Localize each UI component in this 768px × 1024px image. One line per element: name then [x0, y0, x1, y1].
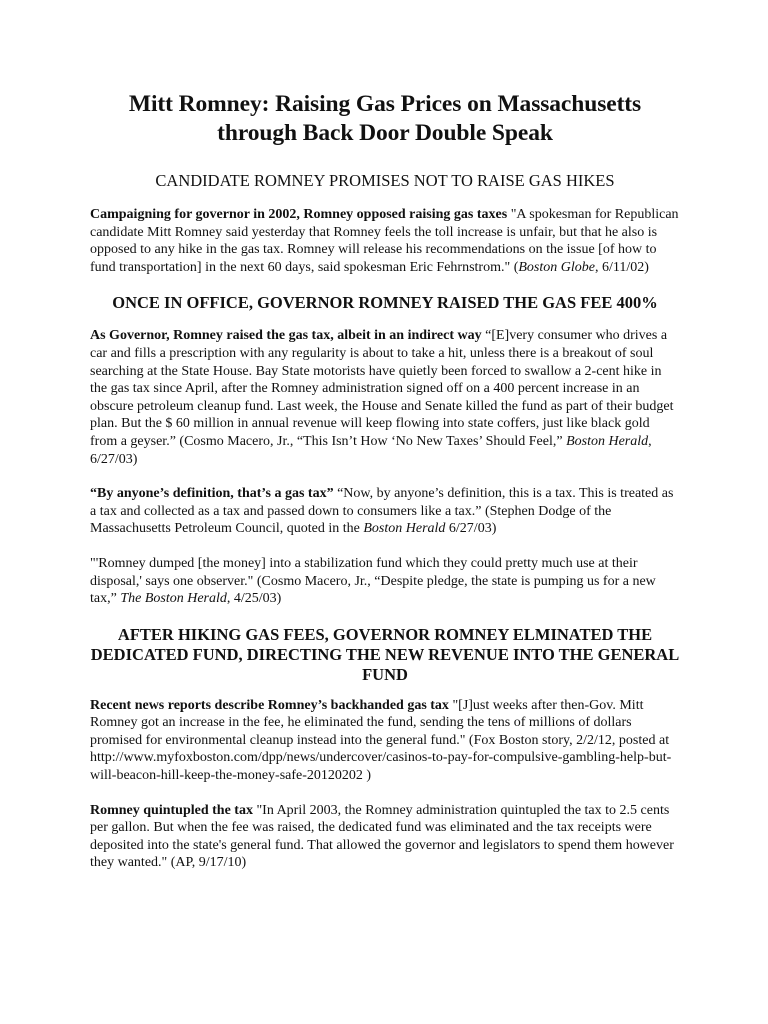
paragraph-lead: Campaigning for governor in 2002, Romney opposed raising gas taxes — [90, 207, 508, 222]
paragraph-source: Boston Herald — [363, 521, 446, 537]
paragraph-source: The Boston Herald — [120, 591, 227, 607]
section-heading-candidate-promise: CANDIDATE ROMNEY PROMISES NOT TO RAISE GAS HIKES — [155, 171, 615, 190]
paragraph-body: "'Romney dumped [the money] into a stabilization fund which they could pretty much use at their disposal,' says one observer." (Cosmo Macero, Jr., “Despite pledge, the state is pumping us for a new tax,” — [90, 555, 656, 607]
paragraph-body: "[J]ust weeks after then-Gov. Mitt Romney got an increase in the fee, he eliminated the fund, sending the tens of millions of dollars promised for environmental cleanup instead into the general fund." (Fox Boston story, 2/2/12, posted at http://www.myfoxboston.com/dpp/news/undercover/casinos-to-pay-for-compulsive-gambling-help-but-will-beacon-hill-keep-the-money-safe-20120202 ) — [90, 697, 672, 784]
paragraph-backhanded-gas-tax — [90, 697, 680, 785]
paragraph-quintupled-tax — [90, 802, 680, 872]
paragraph-body: “[E]very consumer who drives a car and fills a prescription with any regularity is about to take a hit, unless there is a breakout of soul searching at the State House. Bay State motorists have quietly been forced to swallow a 2-cent hike in the gas tax since April, after the Romney administration signed off on a 400 percent increase in an obscure petroleum cleanup fund. Last week, the House and Senate killed the fund as part of their budget plan. But the $ 60 million in annual revenue will keep flowing into state coffers, just like black gold from a geyser.” (Cosmo Macero, Jr., “This Isn’t How ‘No New Taxes’ Should Feel,” — [90, 328, 674, 449]
paragraph-source: Boston Herald — [566, 433, 649, 449]
paragraph-tail: , 6/27/03) — [90, 433, 652, 467]
section-heading-gas-fee-raised: ONCE IN OFFICE, GOVERNOR ROMNEY RAISED THE GAS FEE 400% — [112, 293, 658, 313]
paragraph-body: “Now, by anyone’s definition, this is a tax. This is treated as a tax and collected as a tax and passed down to consumers like a tax.” (Stephen Dodge of the Massachusetts Petroleum Council, quoted in the — [90, 486, 674, 537]
paragraph-lead: Recent news reports describe Romney’s backhanded gas tax — [90, 697, 449, 713]
paragraph-body: "In April 2003, the Romney administration quintupled the tax to 2.5 cents per gallon. But when the fee was raised, the dedicated fund was eliminated and the tax receipts were deposited into the state's general fund. — [90, 802, 670, 853]
paragraph-source: Boston Globe — [518, 259, 595, 275]
document-page — [90, 90, 680, 889]
paragraph-definition-gas-tax — [90, 485, 680, 538]
section-heading-fund-eliminated: AFTER HIKING GAS FEES, GOVERNOR ROMNEY ELMINATED THE DEDICATED FUND, DIRECTING THE NEW REVENUE INTO THE GENERAL FUND — [90, 624, 680, 684]
paragraph-body-continued: That allowed the governor and legislators to spend them however they wanted." (AP, 9/17/10) — [90, 837, 674, 871]
paragraph-body: "A spokesman for Republican candidate Mitt Romney said yesterday that Romney feels the toll increase is unfair, but that he also is opposed to any hike in the gas tax. Romney will release his recommendations on the issue [of how to fund transportation] in the next 60 days, said spokesman Eric Fehrnstrom." ( — [90, 207, 679, 275]
paragraph-lead: “By anyone’s definition, that’s a gas tax” — [90, 486, 334, 502]
paragraph-lead: Romney quintupled the tax — [90, 802, 253, 818]
paragraph-tail: , 6/11/02) — [594, 259, 649, 275]
paragraph-tail: 6/27/03) — [445, 521, 497, 537]
paragraph-campaign-2002 — [90, 206, 680, 276]
paragraph-tail: , 4/25/03) — [226, 591, 282, 607]
paragraph-stabilization-fund — [90, 555, 680, 608]
document-title: Mitt Romney: Raising Gas Prices on Massachusetts through Back Door Double Speak — [128, 91, 642, 146]
paragraph-indirect-gas-tax — [90, 327, 680, 468]
paragraph-lead: As Governor, Romney raised the gas tax, albeit in an indirect way — [90, 328, 482, 344]
